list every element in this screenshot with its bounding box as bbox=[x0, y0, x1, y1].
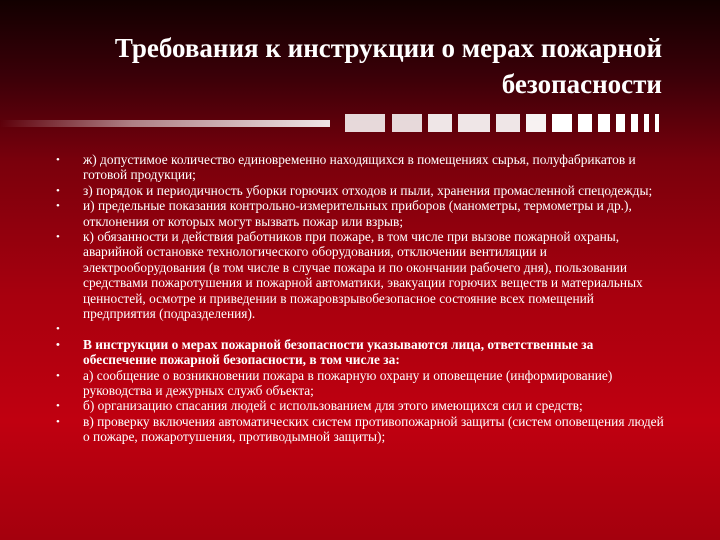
decor-block bbox=[458, 114, 490, 132]
slide-title-line-1: Требования к инструкции о мерах пожарной bbox=[114, 33, 662, 63]
decor-block bbox=[644, 114, 649, 132]
list-item bbox=[56, 368, 666, 399]
list-item-text: ж) допустимое количество единовременно находящихся в помещениях сырья, полуфабрикатов и готовой продукции; bbox=[83, 152, 636, 183]
bullet-marker: • bbox=[56, 184, 60, 197]
decor-block bbox=[526, 114, 546, 132]
decor-block bbox=[345, 114, 385, 132]
bullet-marker: • bbox=[56, 231, 60, 244]
slide-title bbox=[62, 30, 662, 102]
list-item-text: В инструкции о мерах пожарной безопасности указываются лица, ответственные за обеспечение пожарной безопасности, в том числе за: bbox=[83, 336, 594, 368]
bullet-marker: • bbox=[56, 369, 60, 382]
list-item-text: к) обязанности и действия работников при пожаре, в том числе при вызове пожарной охраны, аварийной остановке технологического оборудования, отключении вентиляции и электрооборудования (в том числе в случае пожара и по окончании рабочего дня), пользовании средствами пожаротушения и пожарной автоматики, эвакуации горючих веществ и материальных ценностей, осмотре и приведении в пожаровзрывобезопасное состояние всех помещений предприятия (подразделения). bbox=[83, 229, 643, 322]
bullet-marker: • bbox=[56, 400, 60, 413]
decor-block bbox=[496, 114, 520, 132]
list-item bbox=[56, 414, 666, 445]
decor-block bbox=[631, 114, 638, 132]
list-item bbox=[56, 398, 666, 413]
decor-block bbox=[578, 114, 592, 132]
slide-title-line-2: безопасности bbox=[501, 69, 662, 99]
bullet-marker: • bbox=[56, 338, 60, 351]
list-item-heading bbox=[56, 337, 666, 368]
list-item-text: в) проверку включения автоматических систем противопожарной защиты (систем оповещения людей о пожаре, пожаротушения, противодымной защиты); bbox=[83, 413, 664, 445]
bullet-marker: • bbox=[56, 200, 60, 213]
decor-block bbox=[428, 114, 452, 132]
decorative-bar-strip bbox=[0, 110, 720, 136]
list-item-empty bbox=[56, 321, 666, 336]
decor-gradient-line bbox=[0, 120, 330, 127]
list-item bbox=[56, 198, 666, 229]
decor-block bbox=[598, 114, 610, 132]
decor-block bbox=[616, 114, 625, 132]
list-item-text: а) сообщение о возникновении пожара в пожарную охрану и оповещение (информирование) руководства и дежурных служб объекта; bbox=[83, 367, 613, 399]
bullet-marker: • bbox=[56, 154, 60, 166]
decor-block bbox=[552, 114, 572, 132]
decor-block bbox=[655, 114, 659, 132]
requirements-list bbox=[56, 152, 666, 445]
bullet-marker: • bbox=[56, 323, 60, 336]
list-item bbox=[56, 152, 666, 183]
list-item bbox=[56, 183, 666, 198]
decor-block bbox=[392, 114, 422, 132]
list-item-text: и) предельные показания контрольно-измерительных приборов (манометры, термометры и др.), отклонения от которых могут вызвать пожар или взрыв; bbox=[83, 198, 632, 229]
list-item-text: з) порядок и периодичность уборки горючих отходов и пыли, хранения промасленной спецодежды; bbox=[83, 182, 653, 198]
list-item bbox=[56, 229, 666, 321]
list-item-text: б) организацию спасания людей с использованием для этого имеющихся сил и средств; bbox=[83, 398, 583, 414]
bullet-marker: • bbox=[56, 415, 60, 428]
